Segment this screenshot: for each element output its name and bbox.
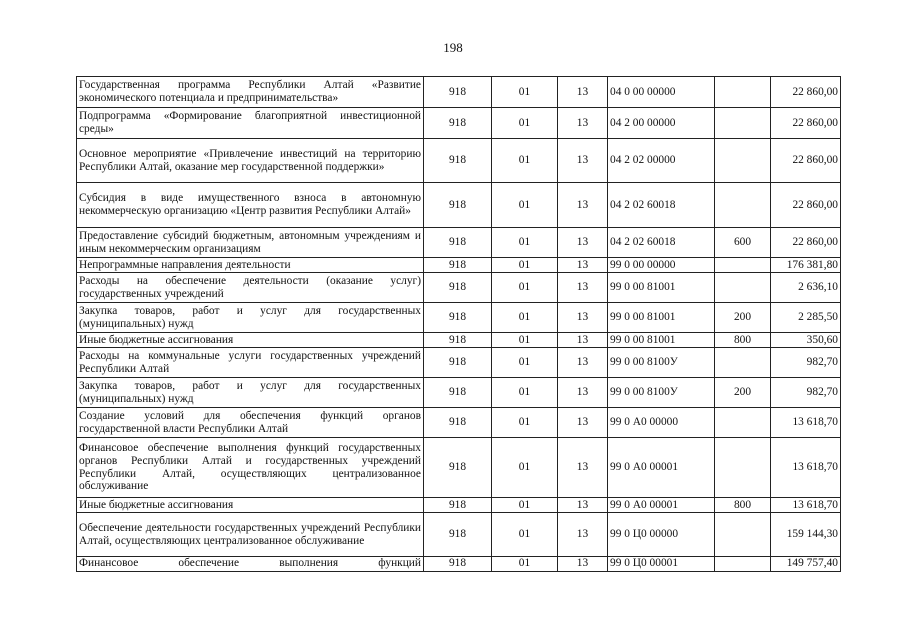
target-article-cell: 99 0 Ц0 00001 — [608, 557, 715, 572]
target-article-cell: 99 0 А0 00000 — [608, 408, 715, 438]
ministry-code-cell: 918 — [424, 513, 492, 557]
section-code-cell: 01 — [492, 77, 558, 108]
amount-cell: 22 860,00 — [771, 183, 841, 228]
amount-cell: 13 618,70 — [771, 408, 841, 438]
target-article-cell: 99 0 00 8100У — [608, 348, 715, 378]
section-code-cell: 01 — [492, 258, 558, 273]
target-article-cell: 04 2 00 00000 — [608, 108, 715, 139]
ministry-code-cell: 918 — [424, 139, 492, 183]
section-code-cell: 01 — [492, 378, 558, 408]
table-row — [77, 438, 841, 498]
subsection-code-cell: 13 — [558, 378, 608, 408]
section-code-cell: 01 — [492, 498, 558, 513]
expense-name-cell: Обеспечение деятельности государственных учреждений Республики Алтай, осуществляющих централизованное обслуживание — [77, 513, 424, 557]
subsection-code-cell: 13 — [558, 108, 608, 139]
subsection-code-cell: 13 — [558, 408, 608, 438]
ministry-code-cell: 918 — [424, 333, 492, 348]
ministry-code-cell: 918 — [424, 348, 492, 378]
table-row — [77, 228, 841, 258]
ministry-code-cell: 918 — [424, 77, 492, 108]
section-code-cell: 01 — [492, 183, 558, 228]
subsection-code-cell: 13 — [558, 139, 608, 183]
target-article-cell: 99 0 00 81001 — [608, 333, 715, 348]
expense-name-cell: Иные бюджетные ассигнования — [77, 498, 424, 513]
subsection-code-cell: 13 — [558, 273, 608, 303]
table-row — [77, 77, 841, 108]
section-code-cell: 01 — [492, 557, 558, 572]
table-row — [77, 183, 841, 228]
subsection-code-cell: 13 — [558, 498, 608, 513]
ministry-code-cell: 918 — [424, 498, 492, 513]
target-article-cell: 99 0 00 81001 — [608, 303, 715, 333]
expense-name-cell: Финансовое обеспечение выполнения функций — [77, 557, 424, 572]
target-article-cell: 99 0 А0 00001 — [608, 498, 715, 513]
expense-type-cell — [715, 77, 771, 108]
amount-cell: 22 860,00 — [771, 108, 841, 139]
subsection-code-cell: 13 — [558, 258, 608, 273]
amount-cell: 982,70 — [771, 378, 841, 408]
table-row — [77, 303, 841, 333]
amount-cell: 176 381,80 — [771, 258, 841, 273]
amount-cell: 2 285,50 — [771, 303, 841, 333]
table-row — [77, 498, 841, 513]
section-code-cell: 01 — [492, 139, 558, 183]
section-code-cell: 01 — [492, 273, 558, 303]
subsection-code-cell: 13 — [558, 333, 608, 348]
subsection-code-cell: 13 — [558, 438, 608, 498]
table-row — [77, 513, 841, 557]
table-row — [77, 139, 841, 183]
expense-type-cell — [715, 258, 771, 273]
ministry-code-cell: 918 — [424, 408, 492, 438]
expense-name-cell: Государственная программа Республики Алтай «Развитие экономического потенциала и предпринимательства» — [77, 77, 424, 108]
expense-type-cell — [715, 557, 771, 572]
expense-type-cell — [715, 348, 771, 378]
table-row — [77, 333, 841, 348]
subsection-code-cell: 13 — [558, 228, 608, 258]
ministry-code-cell: 918 — [424, 378, 492, 408]
budget-table-body — [77, 77, 841, 572]
subsection-code-cell: 13 — [558, 513, 608, 557]
subsection-code-cell: 13 — [558, 557, 608, 572]
section-code-cell: 01 — [492, 438, 558, 498]
subsection-code-cell: 13 — [558, 77, 608, 108]
expense-name-cell: Непрограммные направления деятельности — [77, 258, 424, 273]
amount-cell: 22 860,00 — [771, 228, 841, 258]
amount-cell: 159 144,30 — [771, 513, 841, 557]
amount-cell: 22 860,00 — [771, 139, 841, 183]
expense-type-cell — [715, 273, 771, 303]
expense-name-cell: Закупка товаров, работ и услуг для государственных (муниципальных) нужд — [77, 378, 424, 408]
expense-name-cell: Предоставление субсидий бюджетным, автономным учреждениям и иным некоммерческим организациям — [77, 228, 424, 258]
section-code-cell: 01 — [492, 228, 558, 258]
target-article-cell: 99 0 00 00000 — [608, 258, 715, 273]
section-code-cell: 01 — [492, 108, 558, 139]
ministry-code-cell: 918 — [424, 258, 492, 273]
section-code-cell: 01 — [492, 303, 558, 333]
target-article-cell: 99 0 А0 00001 — [608, 438, 715, 498]
expense-name-cell: Расходы на коммунальные услуги государственных учреждений Республики Алтай — [77, 348, 424, 378]
target-article-cell: 04 2 02 00000 — [608, 139, 715, 183]
expense-type-cell — [715, 108, 771, 139]
amount-cell: 13 618,70 — [771, 498, 841, 513]
expense-name-cell: Иные бюджетные ассигнования — [77, 333, 424, 348]
expense-name-cell: Финансовое обеспечение выполнения функций государственных органов Республики Алтай и государственных учреждений Республики Алтай, осуществляющих централизованное обслуживание — [77, 438, 424, 498]
expense-type-cell: 800 — [715, 333, 771, 348]
amount-cell: 13 618,70 — [771, 438, 841, 498]
expense-type-cell — [715, 408, 771, 438]
section-code-cell: 01 — [492, 348, 558, 378]
expense-name-cell: Подпрограмма «Формирование благоприятной инвестиционной среды» — [77, 108, 424, 139]
target-article-cell: 04 2 02 60018 — [608, 183, 715, 228]
subsection-code-cell: 13 — [558, 183, 608, 228]
expense-type-cell: 200 — [715, 378, 771, 408]
ministry-code-cell: 918 — [424, 438, 492, 498]
expense-type-cell — [715, 183, 771, 228]
expense-name-cell: Закупка товаров, работ и услуг для государственных (муниципальных) нужд — [77, 303, 424, 333]
amount-cell: 350,60 — [771, 333, 841, 348]
section-code-cell: 01 — [492, 513, 558, 557]
amount-cell: 22 860,00 — [771, 77, 841, 108]
ministry-code-cell: 918 — [424, 228, 492, 258]
section-code-cell: 01 — [492, 408, 558, 438]
budget-table — [76, 76, 841, 572]
expense-type-cell — [715, 513, 771, 557]
expense-type-cell — [715, 139, 771, 183]
expense-name-cell: Субсидия в виде имущественного взноса в автономную некоммерческую организацию «Центр развития Республики Алтай» — [77, 183, 424, 228]
amount-cell: 149 757,40 — [771, 557, 841, 572]
expense-type-cell: 600 — [715, 228, 771, 258]
expense-type-cell: 800 — [715, 498, 771, 513]
expense-name-cell: Создание условий для обеспечения функций органов государственной власти Республики Алтай — [77, 408, 424, 438]
ministry-code-cell: 918 — [424, 273, 492, 303]
expense-type-cell — [715, 438, 771, 498]
expense-name-cell: Расходы на обеспечение деятельности (оказание услуг) государственных учреждений — [77, 273, 424, 303]
ministry-code-cell: 918 — [424, 557, 492, 572]
expense-name-cell: Основное мероприятие «Привлечение инвестиций на территорию Республики Алтай, оказание мер государственной поддержки» — [77, 139, 424, 183]
target-article-cell: 99 0 Ц0 00000 — [608, 513, 715, 557]
table-row — [77, 258, 841, 273]
amount-cell: 2 636,10 — [771, 273, 841, 303]
ministry-code-cell: 918 — [424, 183, 492, 228]
ministry-code-cell: 918 — [424, 108, 492, 139]
table-row — [77, 408, 841, 438]
expense-type-cell: 200 — [715, 303, 771, 333]
table-row — [77, 378, 841, 408]
subsection-code-cell: 13 — [558, 348, 608, 378]
table-row — [77, 273, 841, 303]
target-article-cell: 04 2 02 60018 — [608, 228, 715, 258]
section-code-cell: 01 — [492, 333, 558, 348]
amount-cell: 982,70 — [771, 348, 841, 378]
ministry-code-cell: 918 — [424, 303, 492, 333]
subsection-code-cell: 13 — [558, 303, 608, 333]
table-row — [77, 348, 841, 378]
page-number: 198 — [443, 40, 463, 55]
target-article-cell: 99 0 00 8100У — [608, 378, 715, 408]
table-row — [77, 557, 841, 572]
target-article-cell: 99 0 00 81001 — [608, 273, 715, 303]
table-row — [77, 108, 841, 139]
target-article-cell: 04 0 00 00000 — [608, 77, 715, 108]
